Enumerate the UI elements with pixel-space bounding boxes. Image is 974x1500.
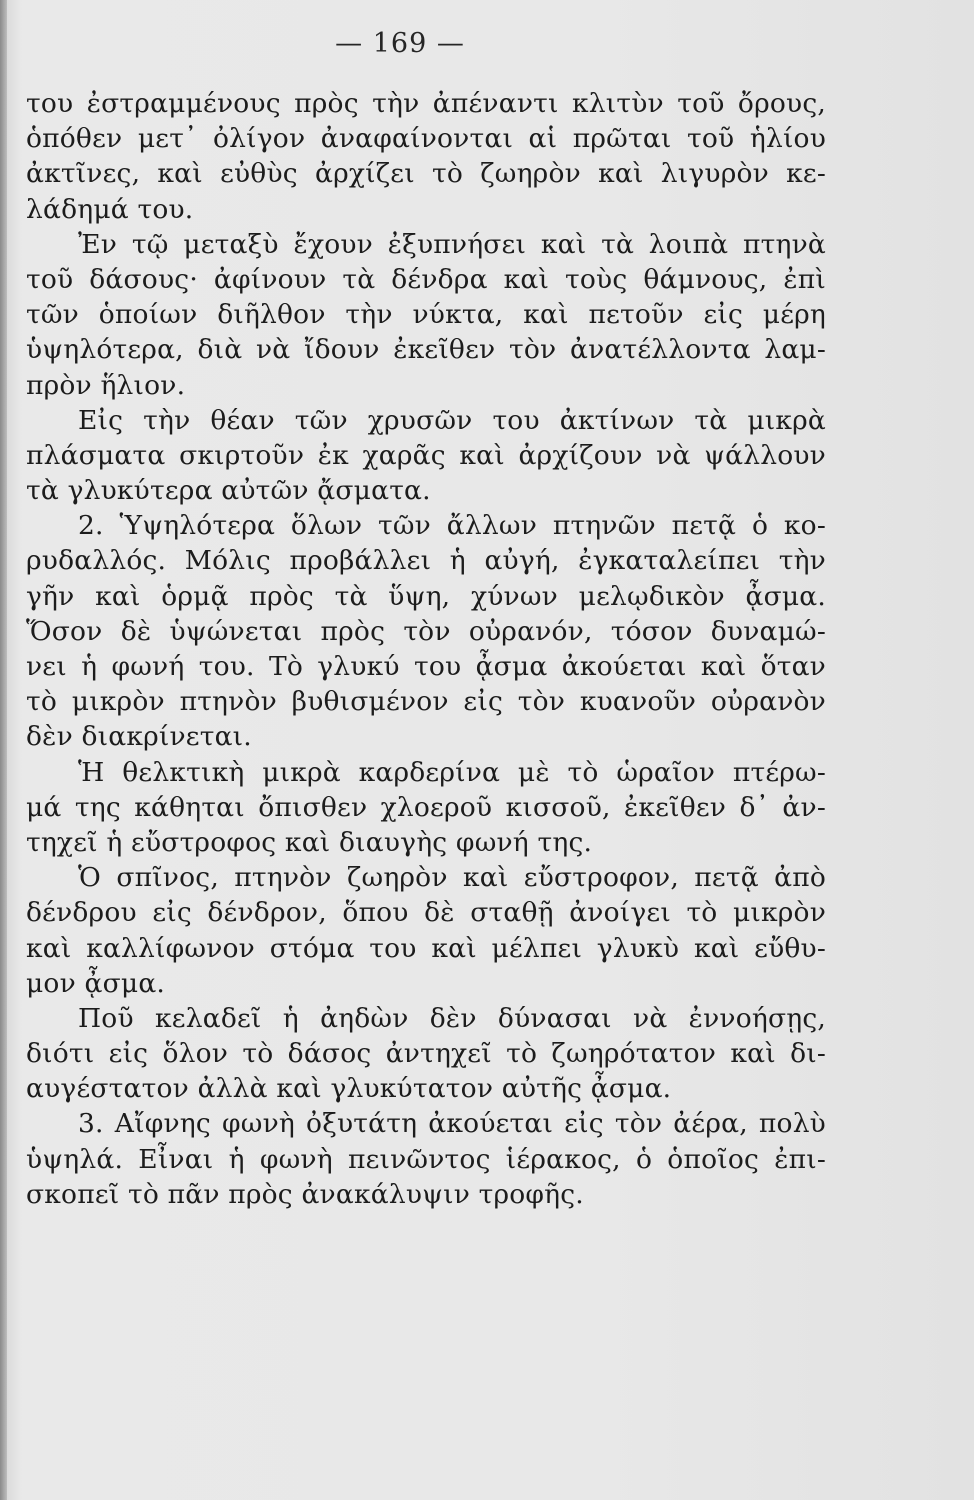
text-line: 2. Ὑψηλότερα ὅλων τῶν ἄλλων πτηνῶν πετᾷ ὁ κο- [78, 510, 826, 542]
text-line: σκοπεῖ τὸ πᾶν πρὸς ἀνακάλυψιν τροφῆς. [26, 1178, 584, 1210]
text-line: ὁπόθεν μετ᾽ ὀλίγον ἀναφαίνονται αἱ πρῶται τοῦ ἡλίου [26, 123, 826, 155]
text-line: ὑψηλά. Εἶναι ἡ φωνὴ πεινῶντος ἱέρακος, ὁ ὁποῖος ἐπι- [26, 1143, 826, 1175]
text-line: διότι εἰς ὅλον τὸ δάσος ἀντηχεῖ τὸ ζωηρότατον καὶ δι- [26, 1038, 826, 1070]
text-line: 3. Αἴφνης φωνὴ ὀξυτάτη ἀκούεται εἰς τὸν ἀέρα, πολὺ [78, 1108, 826, 1140]
text-line: του ἐστραμμένους πρὸς τὴν ἀπέναντι κλιτὺν τοῦ ὄρους, [26, 88, 826, 119]
text-line: ρυδαλλός. Μόλις προβάλλει ἡ αὐγή, ἐγκαταλείπει τὴν [26, 545, 826, 577]
text-line: δὲν διακρίνεται. [26, 721, 252, 753]
text-line: δένδρου εἰς δένδρον, ὅπου δὲ σταθῇ ἀνοίγει τὸ μικρὸν [26, 897, 826, 929]
text-line: μά της κάθηται ὄπισθεν χλοεροῦ κισσοῦ, ἐκεῖθεν δ᾽ ἀν- [26, 791, 826, 823]
text-line: Ὁ σπῖνος, πτηνὸν ζωηρὸν καὶ εὔστροφον, πετᾷ ἀπὸ [78, 862, 826, 894]
text-line: πρὸν ἥλιον. [26, 369, 186, 401]
text-line: τὸ μικρὸν πτηνὸν βυθισμένον εἰς τὸν κυανοῦν οὐρανὸν [26, 686, 826, 718]
text-line: Ποῦ κελαδεῖ ἡ ἀηδὼν δὲν δύνασαι νὰ ἐννοήσῃς, [78, 1002, 826, 1034]
text-line: τηχεῖ ἡ εὔστροφος καὶ διαυγὴς φωνή της. [26, 826, 593, 858]
text-line: μον ᾆσμα. [26, 967, 166, 999]
text-line: Ὅσον δὲ ὑψώνεται πρὸς τὸν οὐρανόν, τόσον δυναμώ- [26, 615, 826, 647]
text-line: αυγέστατον ἀλλὰ καὶ γλυκύτατον αὐτῆς ᾆσμα. [26, 1073, 672, 1105]
text-line: Ἡ θελκτικὴ μικρὰ καρδερίνα μὲ τὸ ὡραῖον πτέρω- [78, 756, 826, 788]
text-line: τὰ γλυκύτερα αὐτῶν ᾄσματα. [26, 475, 431, 507]
text-line: γῆν καὶ ὁρμᾷ πρὸς τὰ ὕψη, χύνων μελῳδικὸν ᾆσμα. [26, 580, 826, 612]
text-line: Ἐν τῷ μεταξὺ ἔχουν ἐξυπνήσει καὶ τὰ λοιπὰ πτηνὰ [78, 228, 826, 260]
text-line: τῶν ὁποίων διῆλθον τὴν νύκτα, καὶ πετοῦν εἰς μέρη [26, 299, 826, 331]
text-line: νει ἡ φωνή του. Τὸ γλυκύ του ᾆσμα ἀκούεται καὶ ὅταν [26, 651, 826, 682]
binding-edge [0, 0, 7, 1500]
text-line: ἀκτῖνες, καὶ εὐθὺς ἀρχίζει τὸ ζωηρὸν καὶ λιγυρὸν κε- [26, 158, 826, 190]
text-line: πλάσματα σκιρτοῦν ἐκ χαρᾶς καὶ ἀρχίζουν νὰ ψάλλουν [26, 439, 826, 471]
body-text [26, 86, 826, 1212]
page-number: — 169 — [335, 28, 465, 59]
text-line: τοῦ δάσους· ἀφίνουν τὰ δένδρα καὶ τοὺς θάμνους, ἐπὶ [26, 263, 826, 295]
text-line: Εἰς τὴν θέαν τῶν χρυσῶν του ἀκτίνων τὰ μικρὰ [78, 404, 826, 436]
text-line: καὶ καλλίφωνον στόμα του καὶ μέλπει γλυκὺ καὶ εὔθυ- [26, 932, 826, 964]
text-line: λάδημά του. [26, 193, 194, 225]
text-line: ὑψηλότερα, διὰ νὰ ἴδουν ἐκεῖθεν τὸν ἀνατέλλοντα λαμ- [26, 334, 826, 366]
